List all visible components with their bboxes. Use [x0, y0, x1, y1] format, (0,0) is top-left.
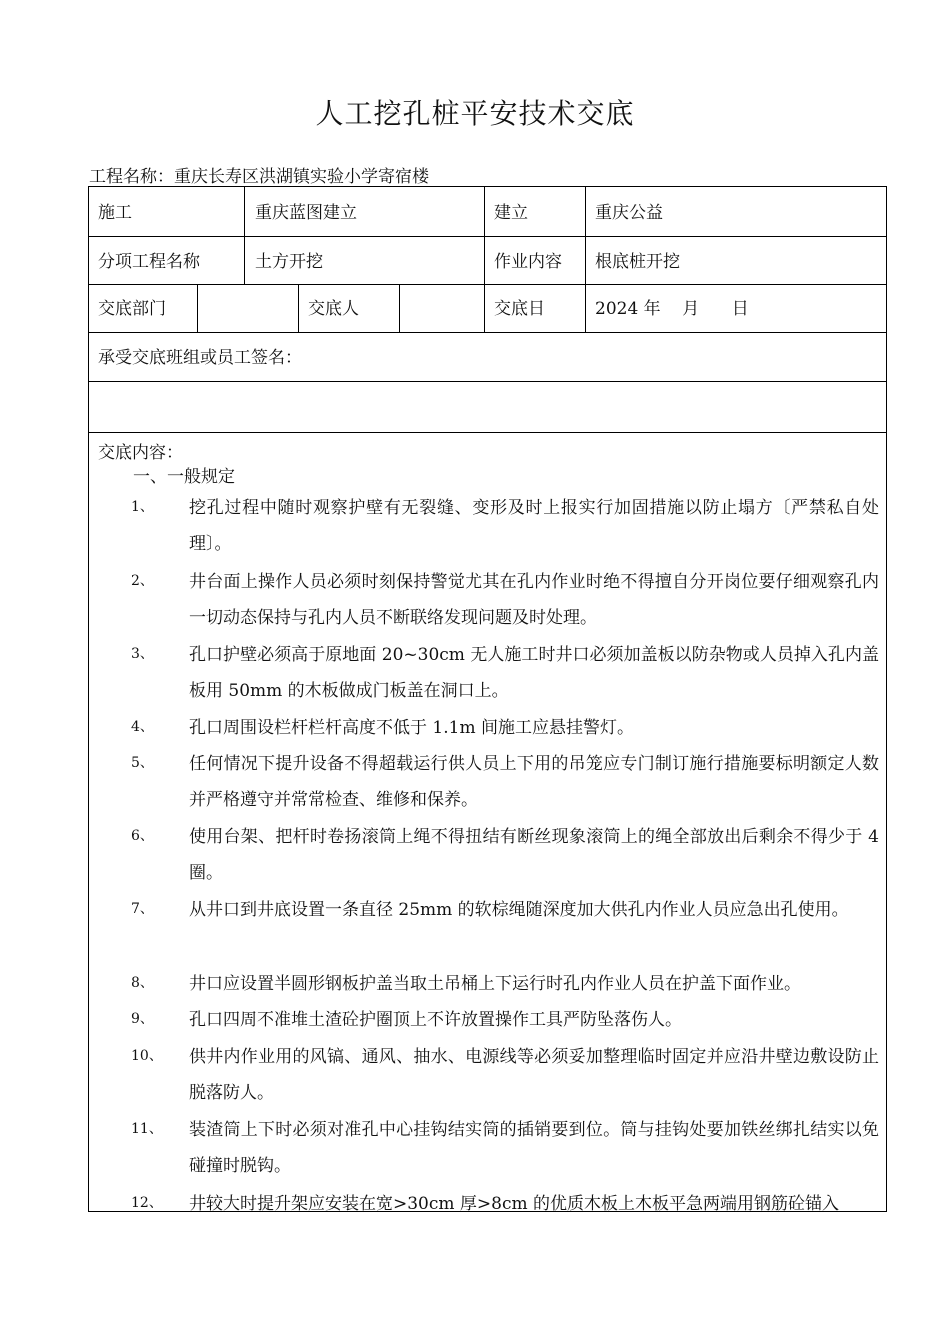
item-number: 9、 — [131, 1011, 154, 1027]
item-text: 井较大时提升架应安装在宽>30cm 厚>8cm 的优质木板上木板平急两端用钢筋砼锚入 — [189, 1194, 840, 1214]
item-text: 井台面上操作人员必须时刻保持警觉尤其在孔内作业时绝不得擅自分开岗位要仔细观察孔内一切动态保持与孔内人员不断联络发现问题及时处理。 — [189, 572, 879, 628]
label-construction: 施工 — [98, 203, 132, 223]
item-text: 从井口到井底设置一条直径 25mm 的软棕绳随深度加大供孔内作业人员应急出孔使用。 — [189, 900, 849, 920]
item-text: 装渣筒上下时必须对准孔中心挂钩结实筒的插销要到位。筒与挂钩处要加铁丝绑扎结实以免碰撞时脱钩。 — [189, 1120, 879, 1176]
value-supervision: 重庆公益 — [595, 203, 663, 223]
column-divider — [298, 284, 299, 332]
project-name: 工程名称：重庆长寿区洪湖镇实验小学寄宿楼 — [89, 167, 429, 187]
item-number: 8、 — [131, 975, 154, 991]
item-text: 任何情况下提升设备不得超载运行供人员上下用的吊笼应专门制订施行措施要标明额定人数并严格遵守并常常检查、维修和保养。 — [189, 754, 879, 810]
item-text: 孔口周围设栏杆栏杆高度不低于 1.1m 间施工应悬挂警灯。 — [189, 718, 634, 738]
label-subproject: 分项工程名称 — [98, 252, 200, 272]
column-divider — [585, 187, 586, 332]
section-heading: 一、一般规定 — [133, 467, 235, 487]
label-signatures: 承受交底班组或员工签名： — [98, 348, 302, 368]
item-number: 5、 — [131, 755, 154, 771]
document-title: 人工挖孔桩平安技术交底 — [315, 97, 635, 130]
item-text: 孔口四周不准堆土渣砼护圈顶上不许放置操作工具严防坠落伤人。 — [189, 1010, 682, 1030]
item-number: 2、 — [131, 573, 154, 589]
value-subproject: 土方开挖 — [255, 252, 323, 272]
row-divider — [89, 381, 886, 382]
briefing-table — [88, 186, 887, 1212]
row-divider — [89, 236, 886, 237]
label-briefer: 交底人 — [308, 299, 359, 319]
item-number: 3、 — [131, 646, 154, 662]
content-label: 交底内容： — [98, 443, 183, 463]
item-text: 孔口护壁必须高于原地面 20~30cm 无人施工时井口必须加盖板以防杂物或人员掉入孔内盖板用 50mm 的木板做成门板盖在洞口上。 — [189, 645, 879, 701]
value-work-content: 根底桩开挖 — [595, 252, 680, 272]
item-number: 1、 — [131, 499, 154, 515]
label-work-content: 作业内容 — [494, 252, 562, 272]
row-divider — [89, 432, 886, 433]
label-department: 交底部门 — [98, 299, 166, 319]
row-divider — [89, 284, 886, 285]
column-divider — [197, 284, 198, 332]
item-number: 7、 — [131, 901, 154, 917]
item-number: 12、 — [131, 1195, 163, 1211]
item-number: 11、 — [131, 1121, 163, 1137]
item-number: 4、 — [131, 719, 154, 735]
item-number: 10、 — [131, 1048, 163, 1064]
item-number: 6、 — [131, 828, 154, 844]
label-supervision: 建立 — [494, 203, 528, 223]
column-divider — [484, 187, 485, 332]
item-text: 井口应设置半圆形钢板护盖当取土吊桶上下运行时孔内作业人员在护盖下面作业。 — [189, 974, 801, 994]
label-briefing-date: 交底日 — [494, 299, 545, 319]
value-briefing-date: 2024 年 月 日 — [595, 299, 749, 319]
item-text: 挖孔过程中随时观察护壁有无裂缝、变形及时上报实行加固措施以防止塌方〔严禁私自处理〕。 — [189, 498, 879, 554]
item-text: 供井内作业用的风镐、通风、抽水、电源线等必须妥加整理临时固定并应沿井壁边敷设防止脱落防人。 — [189, 1047, 879, 1103]
item-text: 使用台架、把杆时卷扬滚筒上绳不得扭结有断丝现象滚筒上的绳全部放出后剩余不得少于 4 圈。 — [189, 827, 879, 883]
value-construction: 重庆蓝图建立 — [255, 203, 357, 223]
column-divider — [244, 187, 245, 284]
column-divider — [399, 284, 400, 332]
row-divider — [89, 332, 886, 333]
